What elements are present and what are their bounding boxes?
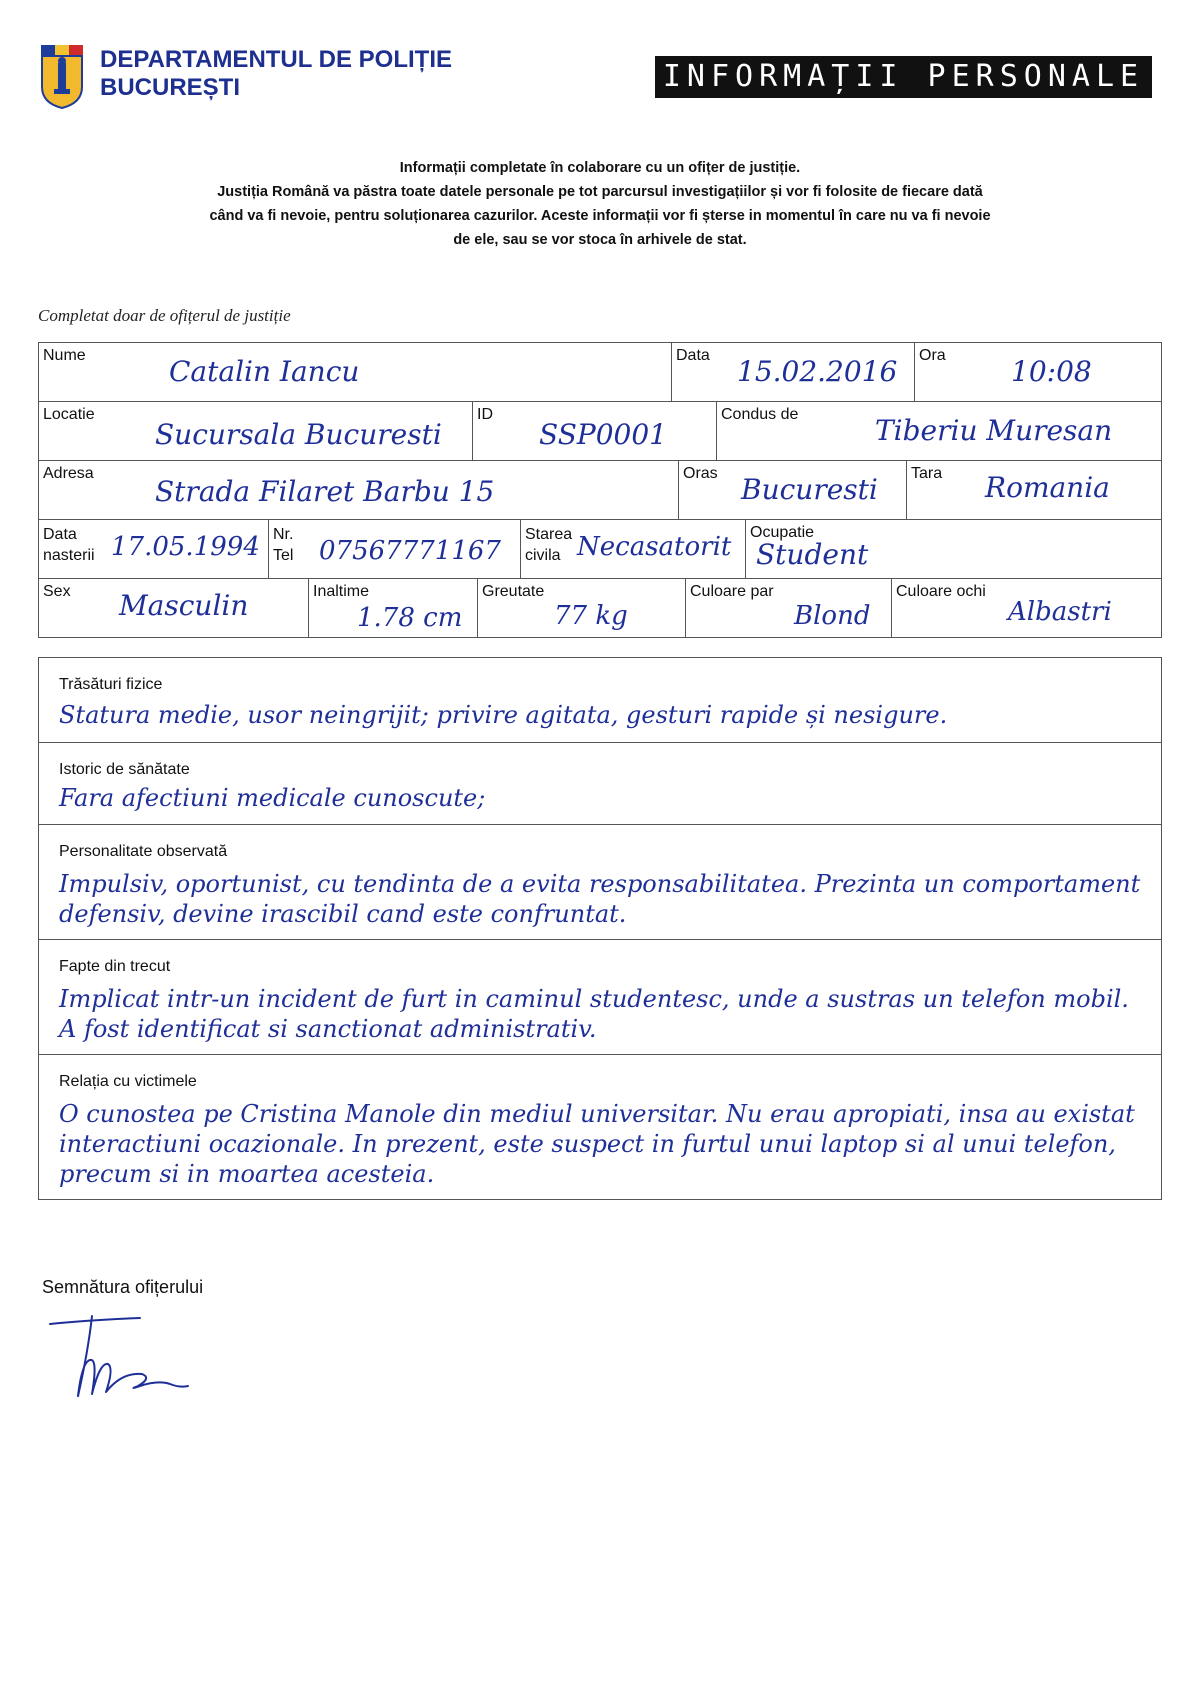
section-text: Fara afectiuni medicale cunoscute;: [59, 784, 486, 812]
field-label-line-2: civila: [525, 547, 561, 564]
field-label: Condus de: [721, 406, 799, 423]
field-label: Culoare par: [690, 583, 774, 600]
field-label: Inaltime: [313, 583, 370, 600]
section-personalitate: [38, 824, 1162, 940]
field-condus-de: [716, 401, 1162, 461]
field-nume: [38, 342, 672, 402]
field-value: Student: [756, 538, 869, 571]
field-data: [671, 342, 915, 402]
section-label: Fapte din trecut: [59, 958, 171, 975]
field-value: Albastri: [1008, 597, 1112, 627]
department-name: [100, 46, 452, 102]
field-tara: [906, 460, 1162, 520]
field-label: Nume: [43, 347, 86, 364]
field-culoare-par: [685, 578, 892, 638]
section-label: Relația cu victimele: [59, 1073, 197, 1090]
officer-only-note: Completat doar de ofițerul de justiție: [38, 306, 291, 325]
field-label: [273, 524, 293, 566]
field-value: Necasatorit: [577, 532, 732, 562]
field-label: ID: [477, 406, 493, 423]
field-culoare-ochi: [891, 578, 1162, 638]
field-value: Blond: [794, 601, 871, 631]
section-text: Impulsiv, oportunist, cu tendinta de a evita responsabilitatea. Prezinta un comportament defensiv, devine irascibil cand este confruntat.: [59, 870, 1141, 928]
field-value: Masculin: [119, 589, 249, 622]
field-label: Data: [676, 347, 710, 364]
section-istoric-sanatate: [38, 742, 1162, 825]
intro-text: [140, 156, 1060, 252]
intro-line-1: Informații completate în colaborare cu un ofițer de justiție.: [399, 160, 801, 176]
field-value: Bucuresti: [741, 473, 878, 506]
field-adresa: [38, 460, 679, 520]
section-label: Trăsături fizice: [59, 676, 163, 693]
field-sex: [38, 578, 309, 638]
field-value: 77 kg: [554, 601, 628, 631]
section-relatia-victimele: [38, 1054, 1162, 1200]
intro-line-2: Justiția Română va păstra toate datele personale pe tot parcursul investigațiilor și vor fi folosite de fiecare dată: [217, 184, 983, 200]
field-oras: [678, 460, 907, 520]
officer-signature-icon: [48, 1312, 218, 1402]
field-label: [525, 524, 572, 566]
field-label: Adresa: [43, 465, 94, 482]
field-starea-civila: [520, 519, 746, 579]
section-text: O cunostea pe Cristina Manole din mediul universitar. Nu erau apropiati, insa au existat interactiuni ocazionale. In prezent, este suspect in furtul unui laptop si al unui telefon, precum si in moartea acesteia.: [59, 1100, 1135, 1188]
field-label-line-2: nasterii: [43, 547, 95, 564]
field-label-line-1: Nr.: [273, 526, 294, 543]
field-label: Ora: [919, 347, 946, 364]
field-ocupatie: [745, 519, 1162, 579]
department-line-1: DEPARTAMENTUL DE POLIȚIE: [100, 46, 453, 73]
section-label: Istoric de sănătate: [59, 761, 190, 778]
field-nr-tel: [268, 519, 521, 579]
field-label-line-2: Tel: [273, 547, 294, 564]
field-label: Sex: [43, 583, 71, 600]
field-id: [472, 401, 717, 461]
field-value: Tiberiu Muresan: [875, 414, 1113, 447]
section-text: Implicat intr-un incident de furt in caminul studentesc, unde a sustras un telefon mobil. A fost identificat si sanctionat administrativ.: [59, 985, 1129, 1043]
field-label-line-1: Starea: [525, 526, 573, 543]
field-value: 1.78 cm: [357, 603, 463, 633]
field-value: 10:08: [1011, 355, 1092, 388]
page-title-banner: INFORMAȚII PERSONALE: [655, 56, 1152, 98]
field-ora: [914, 342, 1162, 402]
field-value: SSP0001: [539, 418, 667, 451]
signature-label: Semnătura ofițerului: [42, 1277, 204, 1297]
field-inaltime: [308, 578, 478, 638]
field-greutate: [477, 578, 686, 638]
field-value: 15.02.2016: [737, 355, 898, 388]
field-value: Strada Filaret Barbu 15: [155, 475, 495, 508]
field-label: Ocupatie: [750, 524, 815, 541]
field-label: Oras: [683, 465, 718, 482]
intro-line-3: când va fi nevoie, pentru soluționarea cazurilor. Aceste informații vor fi șterse in momentul în care nu va fi nevoie: [209, 208, 991, 224]
section-label: Personalitate observată: [59, 843, 228, 860]
field-value: Catalin Iancu: [169, 355, 360, 388]
intro-line-4: de ele, sau se vor stoca în arhivele de stat.: [453, 232, 747, 248]
section-trasaturi-fizice: [38, 657, 1162, 743]
field-label: Locatie: [43, 406, 95, 423]
section-fapte-trecut: [38, 939, 1162, 1055]
field-value: 17.05.1994: [111, 532, 260, 562]
department-line-2: BUCUREȘTI: [100, 74, 241, 101]
field-locatie: [38, 401, 473, 461]
field-label: [43, 524, 95, 566]
field-label: Culoare ochi: [896, 583, 986, 600]
field-label-line-1: Data: [43, 526, 77, 543]
field-value: Sucursala Bucuresti: [155, 418, 442, 451]
field-data-nasterii: [38, 519, 269, 579]
field-label: Tara: [911, 465, 943, 482]
police-crest-icon: [41, 45, 83, 109]
field-label: Greutate: [482, 583, 545, 600]
section-text: Statura medie, usor neingrijit; privire agitata, gesturi rapide și nesigure.: [59, 701, 948, 729]
field-value: 07567771167: [319, 536, 501, 566]
field-value: Romania: [985, 471, 1110, 504]
